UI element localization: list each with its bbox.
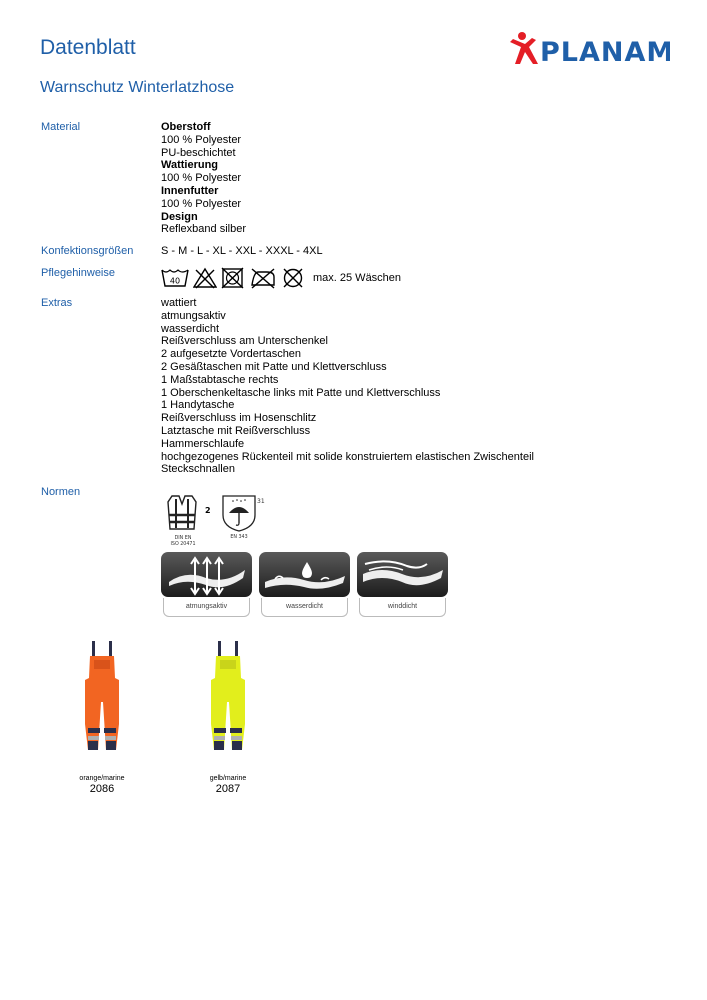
extras-item: Reißverschluss im Hosenschlitz [161, 412, 317, 425]
norms-label: Normen [41, 486, 81, 498]
waterproof-icon [259, 552, 350, 597]
product-yellow[interactable] [198, 640, 258, 795]
hivis-standard: DIN EN [174, 536, 192, 541]
extras-item: Hammerschlaufe [161, 437, 245, 450]
extras-item: 1 Oberschenkeltasche links mit Patte und Klettverschluss [161, 386, 441, 399]
material-line: Reflexband silber [161, 223, 246, 236]
breathable-icon [161, 552, 252, 597]
norm-symbols [163, 493, 283, 549]
umbrella-shield-icon [223, 496, 255, 531]
windproof-icon [357, 552, 448, 597]
no-tumble-dry-icon [221, 267, 245, 289]
care-note: max. 25 Wäschen [313, 272, 402, 284]
product-number: 2086 [89, 783, 115, 795]
extras-item: Steckschnallen [161, 463, 235, 476]
svg-text:40: 40 [169, 276, 181, 286]
feature-waterproof [259, 552, 350, 618]
product-number: 2087 [215, 783, 241, 795]
extras-item: wattiert [161, 297, 197, 309]
material-line: 100 % Polyester [161, 197, 242, 210]
care-label: Pflegehinweise [41, 267, 115, 279]
material-label: Material [41, 121, 81, 133]
feature-windproof [357, 552, 448, 618]
material-heading: Oberstoff [161, 121, 211, 133]
extras-list [161, 297, 534, 476]
planam-logo [508, 30, 670, 68]
bib-trousers-orange-image [72, 640, 132, 770]
extras-item: wasserdicht [161, 322, 220, 335]
extras-item: Latztasche mit Reißverschluss [161, 424, 311, 437]
extras-item: atmungsaktiv [161, 309, 226, 322]
feature-label: wasserdicht [261, 598, 348, 617]
feature-breathable [161, 552, 252, 618]
material-line: 100 % Polyester [161, 133, 242, 146]
hivis-vest-icon [168, 496, 196, 529]
extras-item: hochgezogenes Rückenteil mit solide konstruiertem elastischen Zwischenteil [161, 450, 534, 463]
hivis-class: 2 [205, 506, 211, 515]
no-bleach-icon [193, 267, 217, 289]
extras-item: 1 Maßstabtasche rechts [161, 373, 279, 386]
bib-trousers-yellow-image [198, 640, 258, 770]
brand-name: PLANAM [540, 37, 670, 68]
hivis-standard: ISO 20471 [170, 542, 196, 547]
product-color: gelb/marine [209, 775, 247, 782]
product-title: Warnschutz Winterlatzhose [40, 79, 235, 96]
rain-class: 31 [257, 498, 265, 505]
feature-label: winddicht [359, 598, 446, 617]
wash-40-icon [161, 267, 189, 289]
page-title: Datenblatt [40, 36, 136, 59]
extras-item: 1 Handytasche [161, 399, 235, 412]
feature-label: atmungsaktiv [163, 598, 250, 617]
no-iron-icon [249, 267, 277, 289]
feature-badges [161, 552, 455, 618]
extras-item: Reißverschluss am Unterschenkel [161, 335, 328, 348]
extras-item: 2 aufgesetzte Vordertaschen [161, 348, 302, 361]
extras-label: Extras [41, 297, 73, 309]
care-symbols [161, 265, 401, 291]
product-color: orange/marine [79, 775, 125, 782]
material-heading: Design [161, 210, 198, 223]
material-heading: Wattierung [161, 159, 219, 172]
extras-item: 2 Gesäßtaschen mit Patte und Klettverschluss [161, 360, 387, 373]
sizes-value: S - M - L - XL - XXL - XXXL - 4XL [161, 245, 323, 257]
product-orange[interactable] [72, 640, 132, 795]
sizes-label: Konfektionsgrößen [41, 245, 134, 257]
no-dry-clean-icon [281, 267, 305, 289]
material-heading: Innenfutter [161, 184, 219, 197]
material-line: PU-beschichtet [161, 146, 236, 159]
rain-standard: EN 343 [230, 535, 248, 540]
material-line: 100 % Polyester [161, 172, 242, 185]
material-value [161, 121, 246, 236]
